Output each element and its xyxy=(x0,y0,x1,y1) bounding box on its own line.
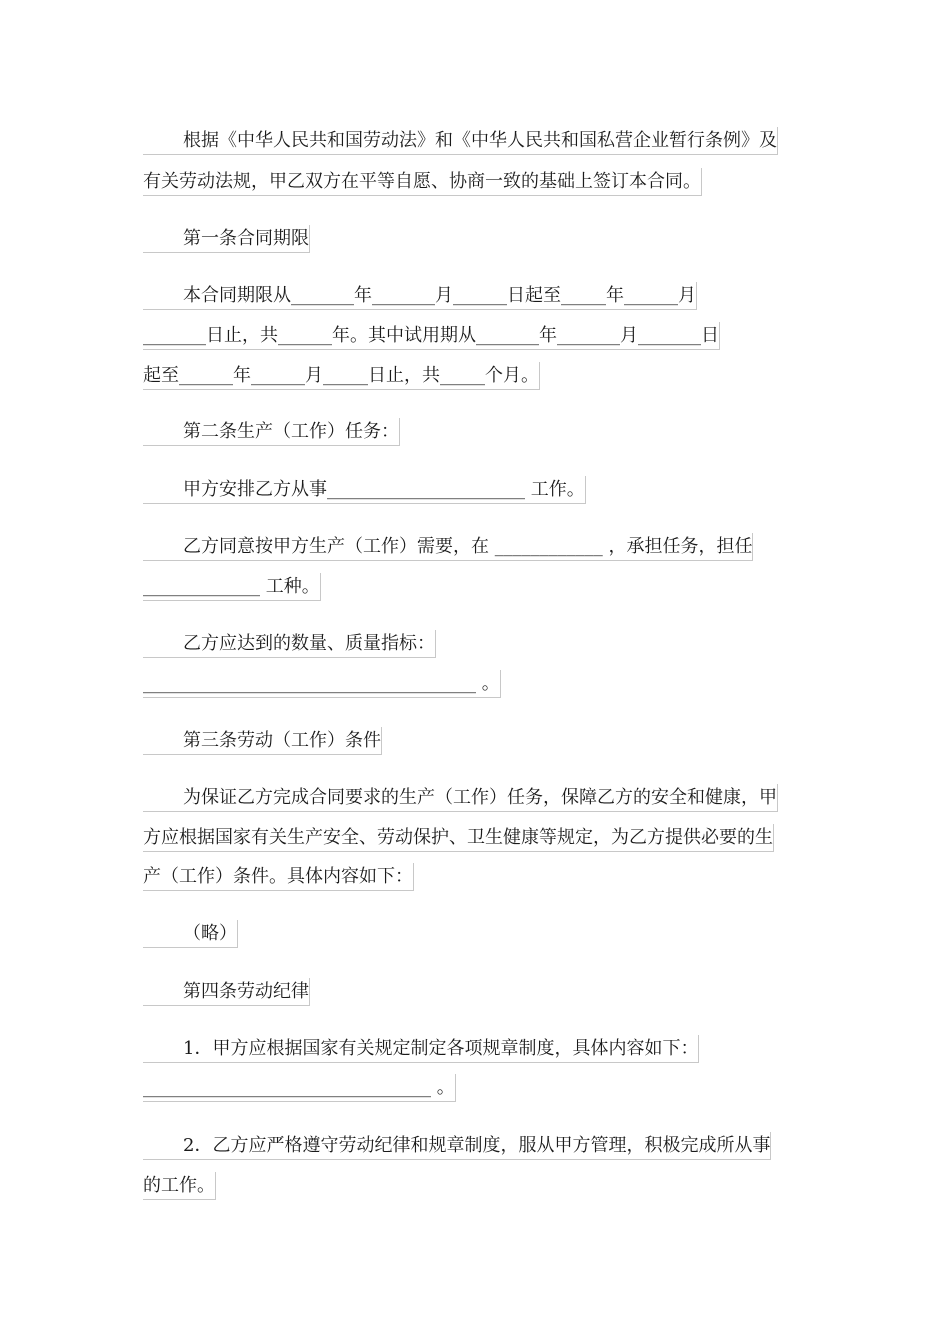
article-3-line-2: 方应根据国家有关生产安全、劳动保护、卫生健康等规定，为乙方提供必要的生 xyxy=(143,824,774,852)
article-3-omitted: （略） xyxy=(143,920,238,948)
article-2-heading: 第二条生产（工作）任务： xyxy=(143,418,400,446)
article-3-line-1: 为保证乙方完成合同要求的生产（工作）任务，保障乙方的安全和健康，甲 xyxy=(143,784,778,812)
article-1-line-3: 起至______年______月_____日止，共_____个月。 xyxy=(143,362,540,390)
article-1-line-2: _______日止，共______年。其中试用期从_______年_______月_______日 xyxy=(143,322,720,350)
article-2-line-5: _____________________________________ 。 xyxy=(143,670,501,698)
article-4-heading: 第四条劳动纪律 xyxy=(143,978,310,1006)
preamble-line-2: 有关劳动法规，甲乙双方在平等自愿、协商一致的基础上签订本合同。 xyxy=(143,168,702,196)
article-4-item-1-line-1: 1．甲方应根据国家有关规定制定各项规章制度，具体内容如下： xyxy=(143,1035,699,1063)
article-2-line-4: 乙方应达到的数量、质量指标： xyxy=(143,630,436,658)
article-3-heading: 第三条劳动（工作）条件 xyxy=(143,727,382,755)
article-4-item-2-line-2: 的工作。 xyxy=(143,1172,216,1200)
preamble-line-1: 根据《中华人民共和国劳动法》和《中华人民共和国私营企业暂行条例》及 xyxy=(143,127,778,155)
article-4-item-2-line-1: 2．乙方应严格遵守劳动纪律和规章制度，服从甲方管理，积极完成所从事 xyxy=(143,1132,771,1160)
article-1-line-1: 本合同期限从_______年_______月______日起至_____年______月 xyxy=(143,282,697,310)
article-1-heading: 第一条合同期限 xyxy=(143,225,310,253)
article-4-item-1-line-2: ________________________________ 。 xyxy=(143,1074,456,1102)
article-2-line-3: _____________ 工种。 xyxy=(143,573,321,601)
article-3-line-3: 产（工作）条件。具体内容如下： xyxy=(143,863,414,891)
article-2-line-2: 乙方同意按甲方生产（工作）需要，在 ____________ ，承担任务，担任 xyxy=(143,533,753,561)
article-2-line-1: 甲方安排乙方从事______________________ 工作。 xyxy=(143,476,586,504)
